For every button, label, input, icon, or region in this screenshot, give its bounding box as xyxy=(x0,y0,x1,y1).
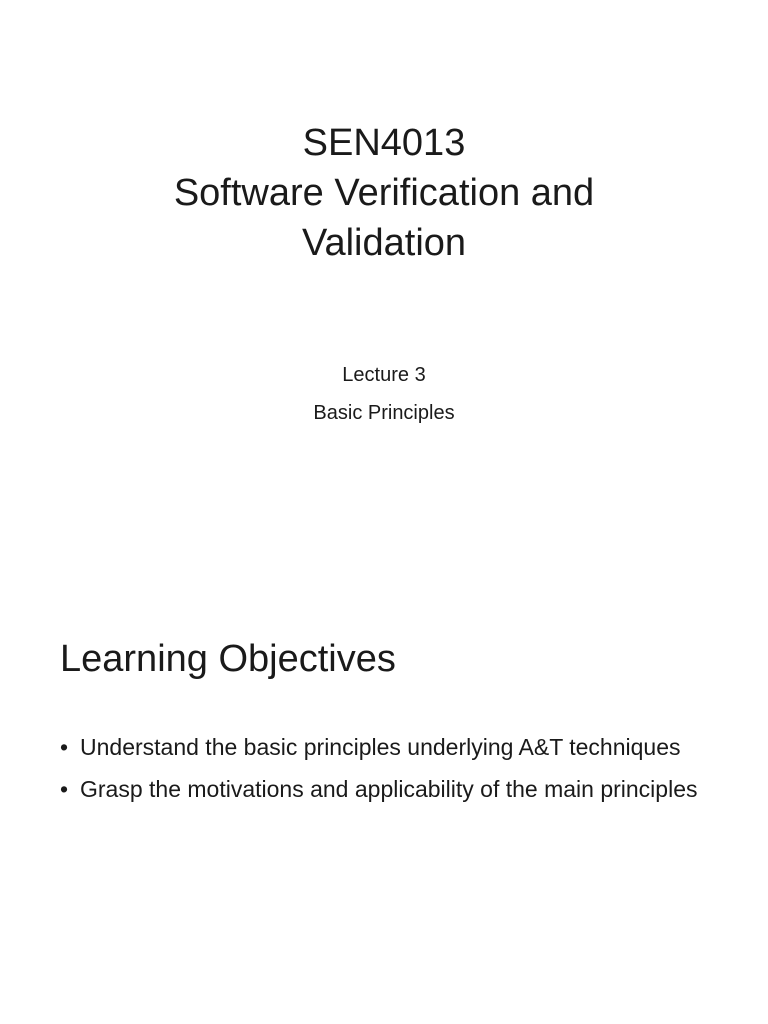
lecture-topic: Basic Principles xyxy=(313,402,455,424)
objectives-list xyxy=(60,731,720,815)
bullet-icon: • xyxy=(60,734,69,760)
objective-text: Understand the basic principles underlying A&T techniques xyxy=(80,734,681,760)
bullet-icon: • xyxy=(60,776,69,802)
objective-text: Grasp the motivations and applicability of the main principles xyxy=(80,776,698,802)
course-title-line-1: Software Verification and xyxy=(173,172,595,214)
slide-title-heading xyxy=(0,118,768,268)
objectives-heading: Learning Objectives xyxy=(60,638,396,680)
course-title-line-2: Validation xyxy=(301,222,467,264)
course-code: SEN4013 xyxy=(302,122,466,164)
slide-learning-objectives xyxy=(0,512,768,1024)
lecture-number: Lecture 3 xyxy=(342,364,426,386)
objective-item xyxy=(60,773,720,805)
slide-subtitle xyxy=(0,356,768,432)
objective-item xyxy=(60,731,720,763)
